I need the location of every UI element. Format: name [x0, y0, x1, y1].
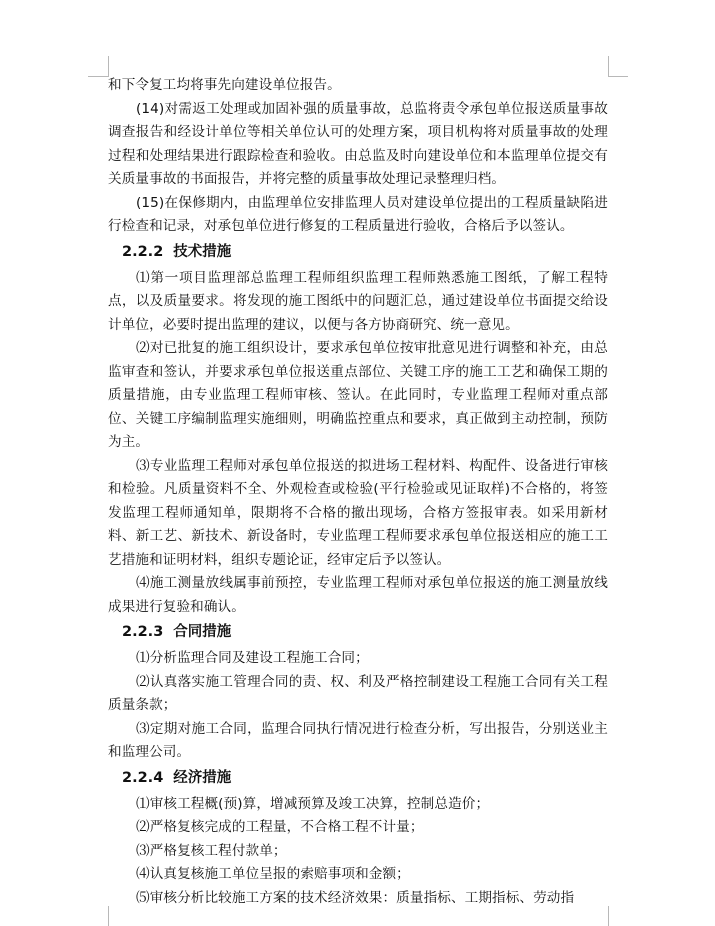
- paragraph: ⑵严格复核完成的工程量，不合格工程不计量；: [136, 819, 424, 835]
- section-heading: [108, 620, 608, 645]
- paragraph: ⑶定期对施工合同，监理合同执行情况进行检查分析，写出报告，分别送业主和监理公司。: [108, 720, 608, 760]
- corner-mark-bottom-right-v: [608, 906, 609, 926]
- paragraph: ⑷施工测量放线属事前预控，专业监理工程师对承包单位报送的施工测量放线成果进行复验和确认。: [108, 575, 608, 615]
- paragraph: ⑵对已批复的施工组织设计，要求承包单位按审批意见进行调整和补充，由总监审查和签认，并要求承包单位报送重点部位、关键工序的施工工艺和确保工期的质量措施，由专业监理工程师审核、签认。在此同时，专业监理工程师对重点部位、关键工序编制监理实施细则，明确监控重点和要求，真正做到主动控制，预防为主。: [108, 340, 608, 450]
- paragraph: ⑴第一项目监理部总监理工程师组织监理工程师熟悉施工图纸，了解工程特点，以及质量要求。将发现的施工图纸中的问题汇总，通过建设单位书面提交给设计单位，必要时提出监理的建议，以便与各方协商研究、统一意见。: [108, 269, 608, 333]
- paragraph: ⑸审核分析比较施工方案的技术经济效果：质量指标、工期指标、劳动指: [136, 889, 575, 906]
- paragraph: (15)在保修期内，由监理单位安排监理人员对建设单位提出的工程质量缺陷进行检查和记录，对承包单位进行修复的工程质量进行验收，合格后予以签认。: [108, 194, 608, 234]
- corner-mark-top-right-h: [608, 76, 628, 77]
- corner-mark-top-left-h: [88, 76, 108, 77]
- paragraph: (14)对需返工处理或加固补强的质量事故，总监将责令承包单位报送质量事故调查报告和经设计单位等相关单位认可的处理方案，项目机构将对质量事故的处理过程和处理结果进行跟踪检查和验收。由总监及时向建设单位和本监理单位提交有关质量事故的书面报告，并将完整的质量事故处理记录整理归档。: [108, 100, 608, 187]
- section-number: 2.2.3: [122, 624, 164, 640]
- section-title: 经济措施: [173, 769, 232, 786]
- paragraph: 和下令复工均将事先向建设单位报告。: [108, 77, 341, 93]
- section-heading: [108, 766, 608, 791]
- paragraph: ⑵认真落实施工管理合同的责、权、利及严格控制建设工程施工合同有关工程质量条款；: [108, 673, 608, 713]
- document-body: [108, 74, 608, 910]
- section-number: 2.2.4: [122, 769, 164, 786]
- paragraph: ⑷认真复核施工单位呈报的索赔事项和金额；: [136, 866, 410, 882]
- section-title: 技术措施: [173, 243, 232, 260]
- paragraph: ⑶专业监理工程师对承包单位报送的拟进场工程材料、构配件、设备进行审核和检验。凡质量资料不全、外观检查或检验(平行检验或见证取样)不合格的，将签发监理工程师通知单，限期将不合格的撤出现场，合格方签报审表。如采用新材料、新工艺、新技术、新设备时，专业监理工程师要求承包单位报送相应的施工工艺措施和证明材料，组织专题论证，经审定后予以签认。: [108, 457, 608, 568]
- paragraph: ⑶严格复核工程付款单；: [136, 842, 287, 859]
- section-heading: [108, 240, 608, 265]
- corner-mark-top-right-v: [608, 56, 609, 77]
- section-title: 合同措施: [173, 624, 232, 640]
- section-number: 2.2.2: [122, 243, 164, 260]
- paragraph: ⑴审核工程概(预)算，增减预算及竣工决算，控制总造价；: [136, 795, 490, 812]
- paragraph: ⑴分析监理合同及建设工程施工合同；: [136, 650, 369, 666]
